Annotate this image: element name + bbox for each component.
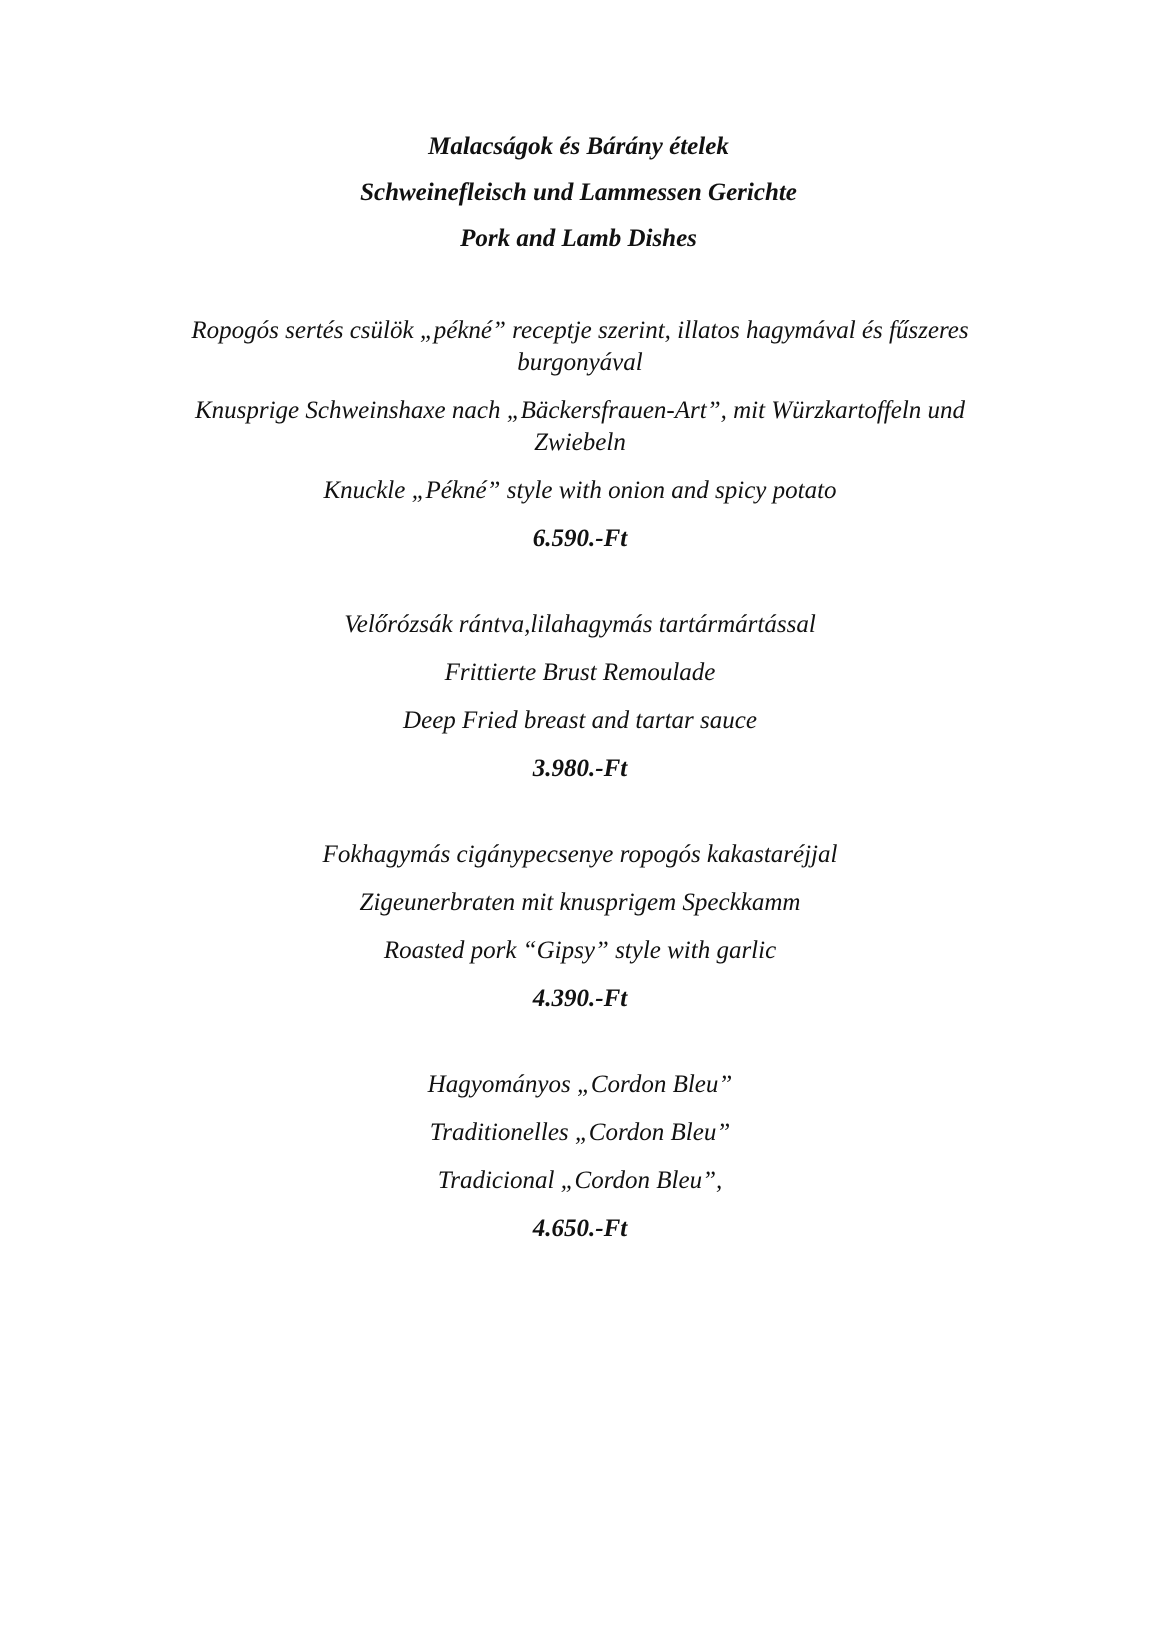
dish-name-de: Traditionelles „Cordon Bleu” bbox=[429, 1119, 731, 1146]
section-title-hu: Malacságok és Bárány ételek bbox=[428, 133, 729, 160]
dish-name-de: Frittierte Brust Remoulade bbox=[444, 659, 716, 686]
dish-name-hu: Hagyományos „Cordon Bleu” bbox=[427, 1071, 733, 1098]
dish-price: 6.590.-Ft bbox=[532, 525, 628, 552]
dish-item bbox=[150, 609, 1010, 785]
dish-name-en: Deep Fried breast and tartar sauce bbox=[403, 707, 757, 734]
section-title-de: Schweinefleisch und Lammessen Gerichte bbox=[360, 179, 797, 206]
dish-item bbox=[150, 1069, 1010, 1245]
dish-name-hu: Velőrózsák rántva,lilahagymás tartármártással bbox=[344, 611, 816, 638]
dish-item bbox=[150, 315, 1010, 555]
dish-name-en: Tradicional „Cordon Bleu”, bbox=[437, 1167, 723, 1194]
dish-name-en: Knuckle „Pékné” style with onion and spicy potato bbox=[323, 477, 837, 504]
dish-price: 4.650.-Ft bbox=[532, 1215, 628, 1242]
dish-price: 4.390.-Ft bbox=[532, 985, 628, 1012]
dish-name-en: Roasted pork “Gipsy” style with garlic bbox=[383, 937, 777, 964]
dish-price: 3.980.-Ft bbox=[532, 755, 628, 782]
dish-name-de: Zigeunerbraten mit knusprigem Speckkamm bbox=[359, 889, 801, 916]
dish-item bbox=[150, 839, 1010, 1015]
dish-name-hu: Fokhagymás cigánypecsenye ropogós kakastaréjjal bbox=[322, 841, 838, 868]
section-title-en: Pork and Lamb Dishes bbox=[460, 225, 697, 252]
dish-name-hu: Ropogós sertés csülök „pékné” receptje szerint, illatos hagymával és fűszeres burgonyával bbox=[191, 317, 969, 376]
dish-name-de: Knusprige Schweinshaxe nach „Bäckersfrauen-Art”, mit Würzkartoffeln und Zwiebeln bbox=[194, 397, 966, 456]
